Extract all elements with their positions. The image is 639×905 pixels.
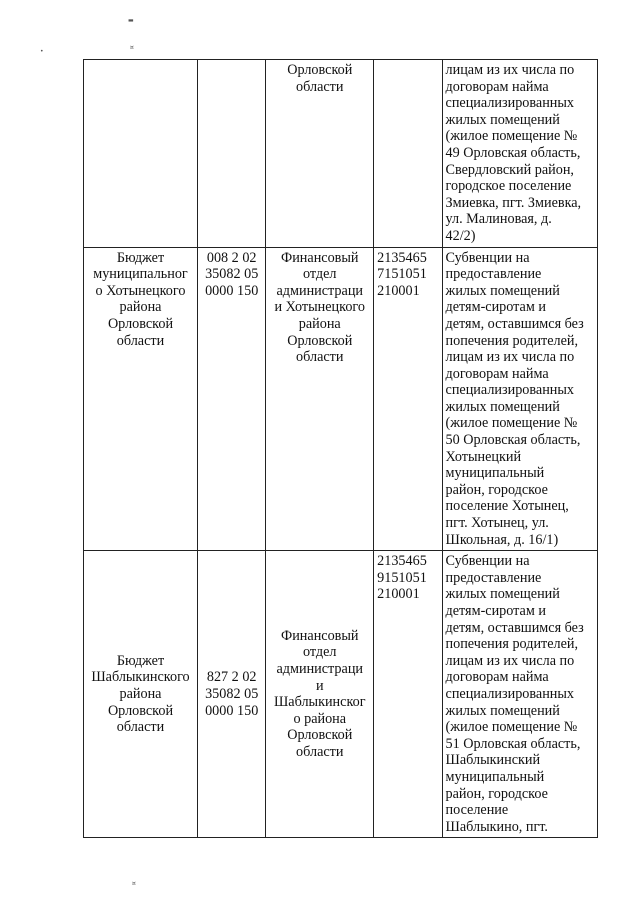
scan-speck: ▬ (128, 17, 134, 24)
recipient-cell (84, 60, 198, 248)
budget-subvention-table (83, 59, 598, 838)
administrator-cell: Орловской области (266, 60, 374, 248)
account-cell (374, 60, 442, 248)
scan-speck: • (40, 48, 44, 55)
account-cell: 2135465 9151051 210001 (374, 551, 442, 838)
scan-speck: ¤ (132, 880, 136, 887)
table-row (84, 247, 598, 551)
budget-code-cell: 827 2 02 35082 05 0000 150 (197, 551, 265, 838)
purpose-cell: лицам из их числа по договорам найма специализированных жилых помещений (жилое помещение № 49 Орловская область, Свердловский район, городское поселение Змиевка, пгт. Змиевка, ул. Малиновая, д. 42/2) (442, 60, 597, 248)
budget-code-cell (197, 60, 265, 248)
scan-speck: ¤ (130, 44, 134, 51)
purpose-cell: Субвенции на предоставление жилых помещений детям-сиротам и детям, оставшимся без попечения родителей, лицам из их числа по договорам найма специализированных жилых помещений (жилое помещение № 51 Орловская область, Шаблыкинский муниципальный район, городское поселение Шаблыкино, пгт. (442, 551, 597, 838)
table-row (84, 551, 598, 838)
recipient-cell: Бюджет муниципальног о Хотынецкого района Орловской области (84, 247, 198, 551)
administrator-cell: Финансовый отдел администраци и Шаблыкинског о района Орловской области (266, 551, 374, 838)
administrator-cell: Финансовый отдел администраци и Хотынецкого района Орловской области (266, 247, 374, 551)
budget-code-cell: 008 2 02 35082 05 0000 150 (197, 247, 265, 551)
recipient-cell: Бюджет Шаблыкинского района Орловской области (84, 551, 198, 838)
table-row (84, 60, 598, 248)
purpose-cell: Субвенции на предоставление жилых помещений детям-сиротам и детям, оставшимся без попечения родителей, лицам из их числа по договорам найма специализированных жилых помещений (жилое помещение № 50 Орловская область, Хотынецкий муниципальный район, городское поселение Хотынец, пгт. Хотынец, ул. Школьная, д. 16/1) (442, 247, 597, 551)
account-cell: 2135465 7151051 210001 (374, 247, 442, 551)
